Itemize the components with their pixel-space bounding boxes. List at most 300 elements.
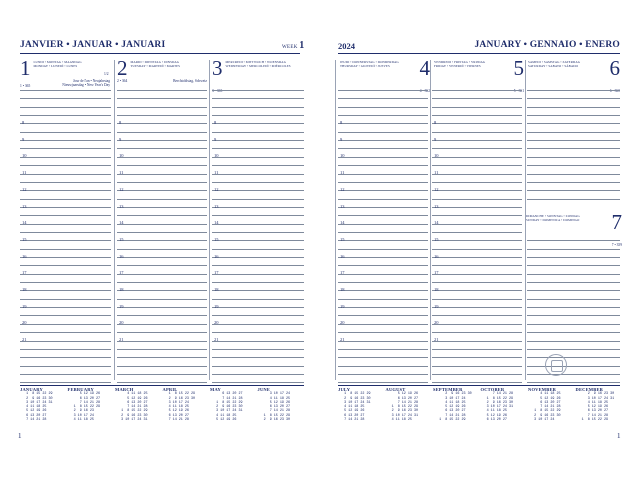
column-divider: [430, 60, 431, 380]
column-divider: [209, 60, 210, 380]
mini-calendar-month: JUNE: [257, 387, 271, 392]
writing-line: [432, 224, 522, 225]
writing-line: [117, 199, 207, 200]
hour-label: 17: [340, 270, 345, 276]
mini-calendar-days: 1 8 15 22 29 2 9 16 23 30 3 10 17 24 31 4 11 18 25 5 12 19 26 6 13 20 27 7 14 21 28: [26, 392, 53, 422]
writing-line: [117, 307, 207, 308]
writing-line: [117, 332, 207, 333]
writing-line: [527, 157, 620, 158]
hour-label: 10: [434, 153, 439, 159]
hour-label: 15: [119, 236, 124, 242]
writing-line: [212, 115, 304, 116]
mini-calendar: [115, 388, 148, 422]
writing-line: [338, 265, 428, 266]
writing-line: [20, 140, 111, 141]
writing-line: [20, 290, 111, 291]
writing-line: [212, 366, 304, 367]
writing-line: [527, 265, 620, 266]
writing-line: [527, 332, 620, 333]
writing-line: [432, 90, 522, 91]
writing-line: [20, 107, 111, 108]
hour-label: 12: [214, 186, 219, 192]
week-indicator: [282, 40, 305, 51]
writing-line: [527, 90, 620, 91]
writing-line: [527, 123, 620, 124]
writing-line: [527, 165, 620, 166]
mini-calendar-month: FEBRUARY: [67, 387, 94, 392]
writing-line: [117, 182, 207, 183]
left-month-title: JANVIER • JANUAR • JANUARI: [20, 40, 166, 50]
hour-label: 21: [434, 337, 439, 343]
hour-label: 9: [119, 136, 122, 142]
writing-line: [117, 290, 207, 291]
writing-line: [527, 257, 620, 258]
writing-line: [432, 240, 522, 241]
writing-line: [20, 307, 111, 308]
day-number: 7: [611, 210, 622, 234]
writing-line: [432, 140, 522, 141]
writing-line: [527, 115, 620, 116]
writing-line: [338, 341, 428, 342]
page-number-left: 1: [18, 432, 22, 440]
writing-line: [212, 265, 304, 266]
holiday-note: Berchtoldstag, Schweiz: [173, 79, 207, 83]
day-header-5: [434, 58, 524, 97]
writing-line: [212, 90, 304, 91]
writing-line: [117, 165, 207, 166]
day-of-year: 7 • 359: [611, 243, 622, 247]
writing-line: [338, 182, 428, 183]
writing-line: [527, 315, 620, 316]
writing-line: [212, 132, 304, 133]
writing-line: [527, 182, 620, 183]
writing-line: [432, 299, 522, 300]
writing-line: [20, 207, 111, 208]
writing-line: [432, 315, 522, 316]
writing-line: [212, 107, 304, 108]
writing-line: [338, 290, 428, 291]
writing-line: [338, 157, 428, 158]
hour-label: 16: [340, 253, 345, 259]
day-of-year: 2 • 364: [117, 79, 128, 84]
writing-line: [338, 115, 428, 116]
day-of-year: 6 • 360: [609, 89, 620, 93]
writing-line: [432, 190, 522, 191]
hour-label: 14: [434, 220, 439, 226]
hour-label: 20: [119, 320, 124, 326]
column-divider: [525, 60, 526, 380]
writing-line: [338, 190, 428, 191]
writing-line: [20, 115, 111, 116]
day-of-year: 4 • 362: [419, 89, 430, 93]
hour-label: 17: [434, 270, 439, 276]
mini-calendar-days: 2 9 16 23 30 3 10 17 24 4 11 18 25 5 12 19 26 6 13 20 27 7 14 21 28 1 8 15 22 29: [439, 392, 472, 422]
mini-calendar-month: MAY: [210, 387, 221, 392]
writing-line: [432, 249, 522, 250]
hour-label: 19: [340, 303, 345, 309]
writing-line: [432, 290, 522, 291]
writing-line: [432, 349, 522, 350]
writing-line: [117, 265, 207, 266]
hour-label: 16: [434, 253, 439, 259]
writing-line: [117, 257, 207, 258]
mini-calendar-month: OCTOBER: [480, 387, 505, 392]
writing-line: [117, 190, 207, 191]
writing-line: [20, 199, 111, 200]
writing-line: [212, 240, 304, 241]
mini-calendar-days: 4 11 18 25 5 12 19 26 6 13 20 27 7 14 21 28 1 8 15 22 29 2 9 16 23 30 3 10 17 24 31: [121, 392, 148, 422]
writing-line: [117, 349, 207, 350]
writing-line: [338, 357, 428, 358]
day-fraction: 1/2: [104, 72, 109, 76]
writing-line: [20, 382, 111, 383]
column-divider: [335, 60, 336, 380]
hour-label: 8: [214, 120, 217, 125]
hour-label: 19: [22, 303, 27, 309]
mini-calendar: [210, 388, 243, 422]
page-number-right: 1: [617, 432, 621, 440]
hour-label: 19: [434, 303, 439, 309]
hour-label: 14: [119, 220, 124, 226]
writing-line: [117, 315, 207, 316]
mini-calendar: [433, 388, 472, 422]
hour-label: 12: [340, 186, 345, 192]
writing-line: [338, 257, 428, 258]
year-label: 2024: [338, 41, 355, 51]
writing-line: [117, 274, 207, 275]
mini-calendar: [576, 388, 615, 422]
writing-line: [212, 299, 304, 300]
writing-line: [20, 224, 111, 225]
hour-label: 13: [434, 203, 439, 209]
day-header-7: [526, 212, 622, 251]
writing-line: [117, 232, 207, 233]
mini-calendar: [481, 388, 514, 422]
writing-line: [338, 107, 428, 108]
hour-label: 21: [119, 337, 124, 343]
writing-line: [527, 132, 620, 133]
writing-line: [432, 265, 522, 266]
writing-line: [432, 157, 522, 158]
day-names: LUNDI • MONTAG • MAANDAG MONDAY • LUNEDÌ • LUNES: [33, 60, 82, 68]
day-number: 2: [117, 56, 128, 80]
writing-line: [527, 307, 620, 308]
writing-line: [338, 315, 428, 316]
writing-line: [432, 366, 522, 367]
writing-line: [432, 282, 522, 283]
mini-calendar-days: 3 10 17 24 4 11 18 25 5 12 19 26 6 13 20 27 7 14 21 28 1 8 15 22 29 2 9 16 23 30: [263, 392, 291, 422]
writing-line: [20, 240, 111, 241]
hour-label: 20: [340, 320, 345, 326]
writing-line: [20, 282, 111, 283]
hour-label: 9: [434, 136, 437, 142]
writing-line: [527, 366, 620, 367]
writing-line: [338, 382, 428, 383]
hour-label: 16: [119, 253, 124, 259]
writing-line: [117, 115, 207, 116]
writing-line: [117, 148, 207, 149]
writing-line: [212, 315, 304, 316]
writing-line: [527, 324, 620, 325]
writing-line: [20, 299, 111, 300]
writing-line: [338, 307, 428, 308]
writing-line: [117, 324, 207, 325]
writing-line: [20, 257, 111, 258]
writing-line: [212, 341, 304, 342]
mini-calendar-month: JANUARY: [20, 387, 43, 392]
hour-label: 12: [434, 186, 439, 192]
writing-line: [338, 324, 428, 325]
writing-line: [20, 324, 111, 325]
writing-line: [527, 174, 620, 175]
writing-line: [212, 382, 304, 383]
writing-line: [432, 132, 522, 133]
hour-label: 10: [119, 153, 124, 159]
writing-line: [117, 224, 207, 225]
mini-calendar: [258, 388, 291, 422]
mini-calendar: [163, 388, 196, 422]
day-header-6: [528, 58, 620, 97]
hour-label: 8: [119, 120, 122, 125]
writing-line: [527, 282, 620, 283]
writing-line: [432, 207, 522, 208]
writing-line: [212, 257, 304, 258]
writing-line: [432, 107, 522, 108]
hour-label: 10: [214, 153, 219, 159]
writing-line: [338, 332, 428, 333]
mini-calendar-days: 7 14 21 28 1 8 15 22 29 2 9 16 23 30 3 10 17 24 31 4 11 18 25 5 12 19 26 6 13 20 27: [486, 392, 514, 422]
day-number: 5: [513, 56, 524, 80]
day-number: 3: [212, 56, 223, 80]
hour-label: 14: [214, 220, 219, 226]
writing-line: [117, 132, 207, 133]
hour-label: 17: [22, 270, 27, 276]
writing-line: [20, 182, 111, 183]
writing-line: [212, 215, 304, 216]
hour-label: 11: [119, 170, 124, 176]
hour-label: 20: [434, 320, 439, 326]
writing-line: [212, 232, 304, 233]
hour-label: 14: [340, 220, 345, 226]
hour-label: 11: [340, 170, 345, 176]
writing-line: [212, 274, 304, 275]
writing-line: [20, 232, 111, 233]
writing-line: [338, 98, 428, 99]
writing-line: [20, 366, 111, 367]
writing-line: [338, 148, 428, 149]
writing-line: [338, 174, 428, 175]
writing-line: [527, 349, 620, 350]
hour-label: 16: [214, 253, 219, 259]
writing-line: [212, 324, 304, 325]
writing-line: [212, 207, 304, 208]
hour-label: 21: [214, 337, 219, 343]
writing-line: [117, 374, 207, 375]
hour-label: 10: [340, 153, 345, 159]
hour-label: 21: [22, 337, 27, 343]
mini-calendar-days: 5 12 19 26 6 13 20 27 7 14 21 28 1 8 15 22 29 2 9 16 23 3 10 17 24 4 11 18 25: [73, 392, 101, 422]
writing-line: [117, 90, 207, 91]
hour-label: 12: [119, 186, 124, 192]
writing-line: [20, 90, 111, 91]
writing-line: [212, 282, 304, 283]
day-number: 4: [419, 56, 430, 80]
writing-line: [338, 224, 428, 225]
writing-line: [432, 215, 522, 216]
writing-line: [20, 157, 111, 158]
writing-line: [212, 249, 304, 250]
writing-line: [527, 357, 620, 358]
header-rule-right: [338, 53, 620, 54]
writing-line: [432, 324, 522, 325]
writing-line: [20, 165, 111, 166]
writing-line: [432, 199, 522, 200]
writing-line: [212, 140, 304, 141]
writing-line: [117, 140, 207, 141]
writing-line: [212, 290, 304, 291]
day-names: JEUDI • DONNERSTAG • DONDERDAG THURSDAY • GIOVEDÌ • JUEVES: [340, 60, 399, 68]
day-number: 1: [20, 56, 31, 80]
day-of-year: 1 • 365: [20, 83, 31, 88]
writing-line: [117, 341, 207, 342]
writing-line: [432, 165, 522, 166]
writing-line: [432, 332, 522, 333]
hour-label: 15: [214, 236, 219, 242]
hour-label: 15: [434, 236, 439, 242]
mini-calendar: [20, 388, 53, 422]
writing-line: [20, 215, 111, 216]
hour-label: 14: [22, 220, 27, 226]
hour-label: 17: [119, 270, 124, 276]
writing-line: [212, 123, 304, 124]
day-header-1: [20, 58, 110, 88]
writing-line: [117, 107, 207, 108]
writing-line: [117, 240, 207, 241]
writing-line: [338, 207, 428, 208]
writing-line: [338, 366, 428, 367]
writing-line: [432, 232, 522, 233]
hour-label: 15: [22, 236, 27, 242]
mini-calendar-month: MARCH: [115, 387, 134, 392]
hour-label: 11: [434, 170, 439, 176]
day-number: 6: [609, 56, 620, 80]
writing-line: [527, 148, 620, 149]
writing-line: [338, 374, 428, 375]
writing-line: [338, 240, 428, 241]
hour-label: 11: [214, 170, 219, 176]
writing-line: [432, 307, 522, 308]
writing-line: [20, 315, 111, 316]
writing-line: [432, 123, 522, 124]
writing-line: [527, 140, 620, 141]
writing-line: [527, 341, 620, 342]
header-rule-left: [20, 53, 300, 54]
writing-line: [20, 190, 111, 191]
mini-calendar-month: DECEMBER: [575, 387, 604, 392]
writing-line: [20, 98, 111, 99]
hour-label: 8: [434, 120, 437, 125]
hour-label: 19: [119, 303, 124, 309]
writing-line: [338, 165, 428, 166]
writing-line: [338, 232, 428, 233]
writing-line: [212, 174, 304, 175]
writing-line: [527, 240, 620, 241]
hour-label: 8: [22, 120, 25, 125]
right-month-title: JANUARY • GENNAIO • ENERO: [474, 40, 620, 50]
writing-line: [432, 374, 522, 375]
mini-calendar-days: 1 8 15 22 29 2 9 16 23 30 3 10 17 24 4 11 18 25 5 12 19 26 6 13 20 27 7 14 21 28: [168, 392, 196, 422]
day-names: SAMEDI • SAMSTAG • ZATERDAG SATURDAY • SABATO • SÁBADO: [528, 60, 581, 68]
writing-line: [432, 115, 522, 116]
writing-line: [527, 299, 620, 300]
hour-label: 13: [119, 203, 124, 209]
mini-calendar-days: 2 9 16 23 30 3 10 17 24 31 4 11 18 25 5 12 19 26 6 13 20 27 7 14 21 28 1 8 15 22 29: [581, 392, 615, 422]
writing-line: [527, 107, 620, 108]
hour-label: 16: [22, 253, 27, 259]
writing-line: [212, 157, 304, 158]
writing-line: [212, 165, 304, 166]
writing-line: [20, 332, 111, 333]
writing-line: [432, 182, 522, 183]
hour-label: 9: [340, 136, 343, 142]
mini-calendar-month: NOVEMBER: [528, 387, 557, 392]
writing-line: [20, 274, 111, 275]
writing-line: [117, 123, 207, 124]
hour-label: 9: [214, 136, 217, 142]
writing-line: [20, 174, 111, 175]
hour-label: 18: [434, 287, 439, 292]
writing-line: [432, 357, 522, 358]
writing-line: [338, 140, 428, 141]
hour-label: 10: [22, 153, 27, 159]
brand-seal-icon: [545, 354, 567, 376]
hour-label: 18: [22, 287, 27, 292]
writing-line: [212, 349, 304, 350]
writing-line: [212, 98, 304, 99]
mini-calendar: [528, 388, 561, 422]
hour-label: 12: [22, 186, 27, 192]
writing-line: [117, 299, 207, 300]
hour-label: 20: [22, 320, 27, 326]
writing-line: [117, 157, 207, 158]
writing-line: [527, 249, 620, 250]
writing-line: [338, 274, 428, 275]
writing-line: [20, 349, 111, 350]
writing-line: [117, 207, 207, 208]
writing-line: [20, 148, 111, 149]
writing-line: [432, 257, 522, 258]
hour-label: 11: [22, 170, 27, 176]
writing-line: [527, 190, 620, 191]
writing-line: [527, 98, 620, 99]
mini-calendar-days: 5 12 19 26 6 13 20 27 7 14 21 28 1 8 15 22 29 2 9 16 23 30 3 10 17 24 31 4 11 18 25: [391, 392, 419, 422]
writing-line: [20, 374, 111, 375]
holiday-note: Jour de l'an • Neujahrstag Nieuwjaarsdag • New Year's Day: [62, 79, 110, 88]
day-header-3: [212, 58, 302, 97]
writing-line: [20, 357, 111, 358]
mini-calendar-month: AUGUST: [385, 387, 406, 392]
hour-label: 13: [22, 203, 27, 209]
writing-line: [117, 249, 207, 250]
hour-label: 18: [119, 287, 124, 292]
writing-line: [432, 174, 522, 175]
day-names: MERCREDI • MITTWOCH • WOENSDAG WEDNESDAY • MERCOLEDÌ • MIÉRCOLES: [225, 60, 291, 68]
week-number: 1: [299, 40, 305, 51]
day-header-2: [117, 58, 207, 83]
writing-line: [527, 274, 620, 275]
day-of-year: 3 • 363: [212, 89, 223, 93]
writing-line: [20, 123, 111, 124]
